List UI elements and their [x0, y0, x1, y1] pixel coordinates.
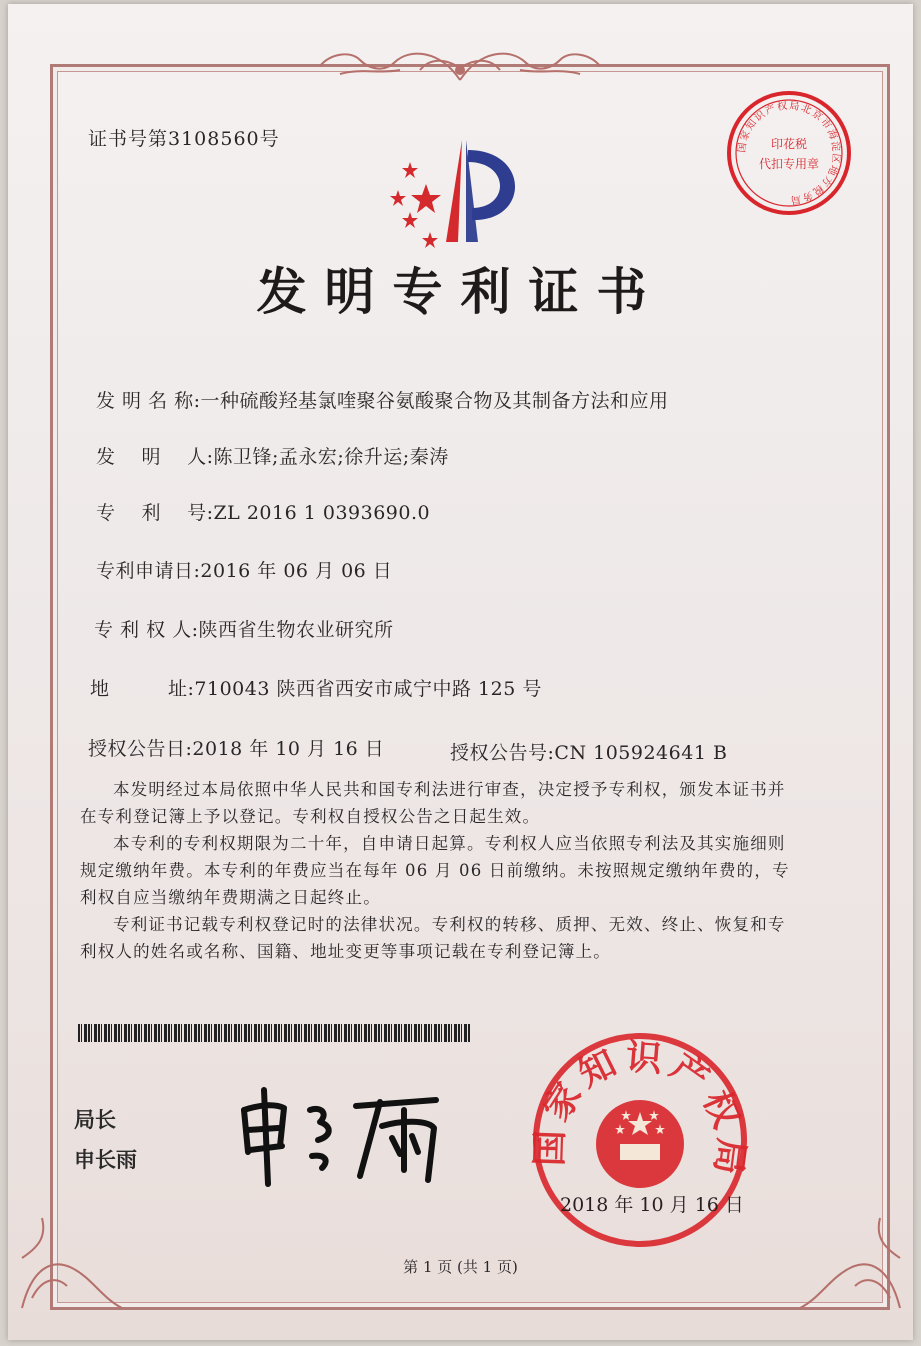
body-paragraph: 本发明经过本局依照中华人民共和国专利法进行审查，决定授予专利权，颁发本证书并在专利登记簿上予以登记。专利权自授权公告之日起生效。: [80, 780, 786, 826]
body-paragraph: 专利证书记载专利权登记时的法律状况。专利权的转移、质押、无效、终止、恢复和专利权人的姓名或名称、国籍、地址变更等事项记载在专利登记簿上。: [80, 915, 786, 961]
grant-number: CN 105924641 B: [554, 742, 728, 764]
tax-stamp-ring-text: 国家知识产权局北京市海淀区地方税务局: [736, 100, 842, 206]
inventor: 陈卫锋;孟永宏;徐升运;秦涛: [213, 446, 449, 468]
invention-name: 一种硫酸羟基氯喹聚谷氨酸聚合物及其制备方法和应用: [200, 390, 669, 412]
patent-number: ZL 2016 1 0393690.0: [213, 502, 431, 524]
address-label: 地 址:: [90, 678, 195, 700]
tax-stamp-line2: 代扣专用章: [758, 157, 820, 171]
grant-date-label: 授权公告日:: [88, 738, 193, 760]
grant-date: 2018 年 10 月 16 日: [192, 738, 385, 760]
seal-date: 2018 年 10 月 16 日: [560, 1194, 744, 1216]
address: 710043 陕西省西安市咸宁中路 125 号: [194, 678, 542, 700]
director-title: 局长: [74, 1108, 116, 1132]
invention-name-label: 发 明 名 称:: [96, 390, 201, 412]
filing-date-label: 专利申请日:: [96, 560, 201, 582]
patent-office-logo: [380, 132, 530, 252]
top-ornament: [300, 40, 620, 88]
barcode: [78, 1024, 470, 1042]
grant-date-row: [88, 734, 384, 761]
tax-stamp: [722, 86, 856, 220]
certificate-title: 发明专利证书: [256, 262, 665, 321]
seal-ring-text: 国家知识产权局: [529, 1036, 752, 1183]
body-paragraph: 本专利的专利权期限为二十年，自申请日起算。专利权人应当依照专利法及其实施细则规定缴纳年费。本专利的年费应当在每年 06 月 06 日前缴纳。未按照规定缴纳年费的，专利权自应当缴纳年费期满之日起终止。: [80, 834, 790, 907]
filing-date-row: [96, 556, 392, 583]
tax-stamp-line1: 印花税: [770, 137, 808, 151]
body-text: [80, 776, 800, 965]
handwritten-signature: [232, 1080, 452, 1190]
certificate-number: 证书号第3108560号: [88, 128, 280, 150]
filing-date: 2016 年 06 月 06 日: [200, 560, 393, 582]
invention-name-row: [96, 386, 669, 413]
patent-number-row: [96, 498, 430, 525]
address-row: [90, 674, 542, 701]
inventor-label: 发 明 人:: [96, 446, 214, 468]
grant-number-label: 授权公告号:: [450, 742, 555, 764]
director-name: 申长雨: [74, 1148, 137, 1172]
grant-number-row: [450, 738, 727, 765]
official-seal: [528, 1028, 752, 1252]
patentee-label: 专 利 权 人:: [94, 619, 199, 641]
page-footer: 第 1 页 (共 1 页): [403, 1258, 518, 1276]
patent-number-label: 专 利 号:: [96, 502, 214, 524]
patentee-row: [94, 615, 394, 642]
inventor-row: [96, 442, 449, 469]
patentee: 陕西省生物农业研究所: [198, 619, 394, 641]
